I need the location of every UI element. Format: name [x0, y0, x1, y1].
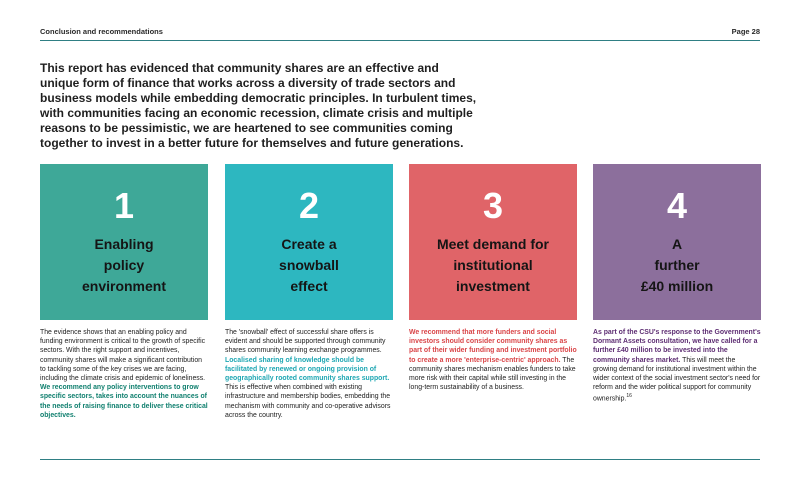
card-title: Create a snowball effect — [279, 236, 339, 294]
card-number: 4 — [666, 185, 688, 226]
card-number: 3 — [482, 185, 504, 226]
recommendation-card-4 — [593, 164, 761, 320]
recommendation-card-1 — [40, 164, 208, 320]
body-text: This is effective when combined with existing infrastructure and membership bodies, embedding the mechanism with community and co-operative advisors across the country. — [225, 384, 391, 419]
recommendation-text-4 — [593, 328, 761, 404]
section-title: Conclusion and recommendations — [40, 26, 163, 36]
recommendation-card-3 — [409, 164, 577, 320]
page-header — [40, 24, 760, 38]
recommendation-text-3 — [409, 328, 577, 392]
recommendation-text-2 — [225, 328, 393, 420]
footer-rule — [40, 459, 760, 460]
card-title: Meet demand for institutional investment — [436, 236, 549, 294]
highlighted-recommendation: Localised sharing of knowledge should be facilitated by renewed or ongoing provision of geographically rooted community shares support. — [225, 356, 390, 383]
footnote-marker: 16 — [626, 393, 632, 400]
highlighted-recommendation: We recommend any policy interventions to grow specific sectors, takes into account the nuances of the needs of raising finance to deliver these critical objectives. — [40, 384, 208, 419]
body-text: This will meet the growing demand for institutional investment within the wider context of the social investment sector's need for reform and the wider political support for community ownership. — [593, 356, 761, 403]
card-title: Enabling policy environment — [81, 236, 166, 294]
recommendation-card-2 — [225, 164, 393, 320]
intro-paragraph: This report has evidenced that community shares are an effective and unique form of finance that works across a diversity of trade sectors and business models while embedding democratic principles. In turbulent times, with communities facing an economic recession, climate crisis and multiple reasons to be pessimistic, we are heartened to see communities coming together to invest in a better future for themselves and future generations. — [40, 61, 477, 150]
body-text: The 'snowball' effect of successful share offers is evident and should be supported through community shares community learning exchange programmes. — [225, 329, 386, 355]
card-title: A further £40 million — [640, 236, 714, 294]
page-number: Page 28 — [731, 26, 760, 36]
highlighted-recommendation: We recommend that more funders and social investors should consider community shares as part of their wider funding and investment portfolio to create a more 'enterprise-centric' approach. — [409, 329, 577, 364]
highlighted-recommendation: As part of the CSU's response to the Government's Dormant Assets consultation, we have called for a further £40 million to be invested into the community shares market. — [593, 329, 761, 364]
body-text: The community shares mechanism enables funders to take more risk with their capital while still investing in the long-term sustainability of a business. — [409, 356, 576, 392]
card-number: 2 — [298, 185, 320, 226]
card-number: 1 — [113, 185, 135, 226]
header-rule — [40, 40, 760, 41]
body-text: The evidence shows that an enabling policy and funding environment is critical to the growth of specific sectors. With the right support and incentives, community shares will make a significant contribution to tackling some of the key crises we are facing, including the climate crisis and epidemic of loneliness. — [40, 329, 206, 383]
recommendation-text-1 — [40, 328, 208, 420]
